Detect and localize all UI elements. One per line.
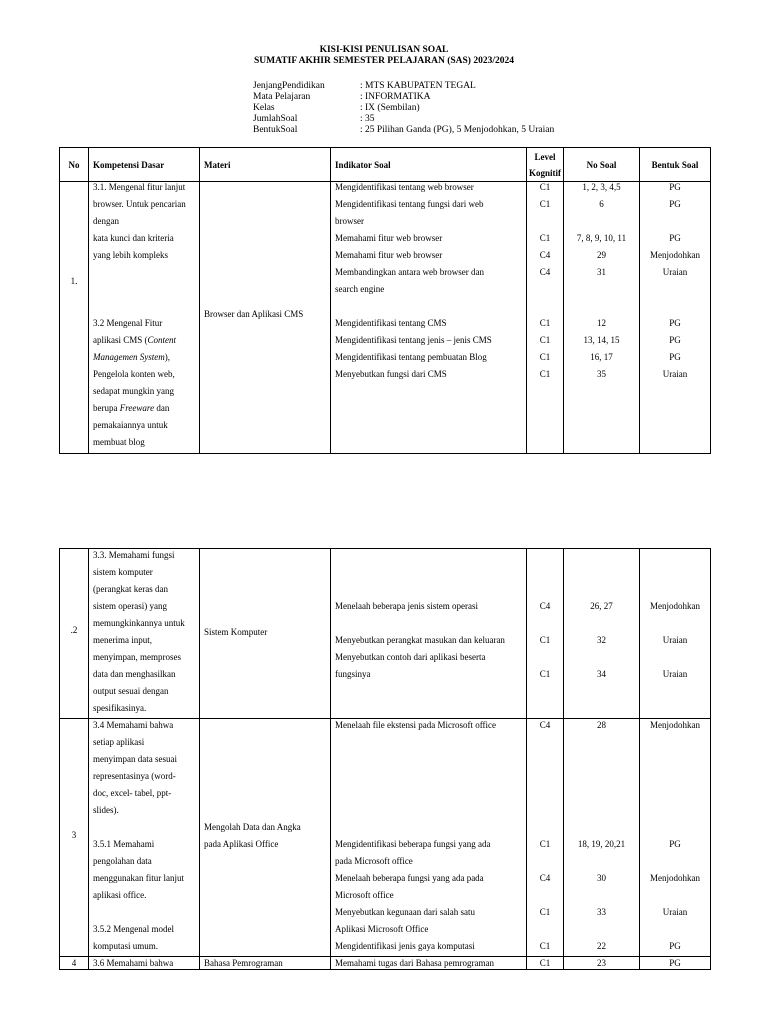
indikator-line: Memahami fitur web browser — [335, 233, 443, 243]
col-level-header-line2: Kognitif — [528, 167, 561, 178]
indikator-line: Microsoft office — [335, 890, 394, 900]
nosoal-value: 32 — [597, 635, 606, 645]
kisi-table-2 — [59, 548, 711, 970]
indikator-line: Menyebutkan perangkat masukan dan keluaran — [335, 635, 505, 645]
materi-cell — [200, 549, 331, 719]
nosoal-value: 23 — [597, 958, 606, 968]
level-value: C1 — [539, 839, 551, 849]
nosoal-value: 33 — [597, 907, 606, 917]
indikator-line: Mengidentifikasi beberapa fungsi yang ada — [335, 839, 491, 849]
materi-cell — [200, 719, 331, 957]
table-row — [60, 549, 711, 719]
bentuk-cell — [640, 182, 711, 454]
kd-line: berupa Freeware dan — [93, 403, 170, 413]
kd-cell — [89, 719, 200, 957]
indikator-line: Mengidentifikasi tentang CMS — [335, 318, 447, 328]
kd-line: sistem operasi) yang — [93, 601, 167, 611]
kd-line: 3.2 Mengenal Fitur — [93, 318, 163, 328]
kd-line: Pengelola konten web, — [93, 369, 175, 379]
indikator-line: Menyebutkan kegunaan dari salah satu — [335, 907, 475, 917]
level-cell — [527, 549, 564, 719]
col-level-header-line1: Level — [534, 151, 556, 162]
kd-cell — [89, 549, 200, 719]
level-value: C1 — [539, 958, 551, 968]
meta-label-mapel: Mata Pelajaran — [253, 92, 311, 102]
kd-line: yang lebih kompleks — [93, 250, 168, 260]
indikator-line: Menelaah beberapa jenis sistem operasi — [335, 601, 478, 611]
bentuk-value: Menjodohkan — [650, 601, 700, 611]
kd-line: menerima input, — [93, 635, 152, 645]
indikator-line: Menyebutkan fungsi dari CMS — [335, 369, 447, 379]
meta-value-kelas: : IX (Sembilan) — [360, 103, 420, 113]
nosoal-value: 31 — [597, 267, 606, 277]
level-value: C1 — [539, 635, 551, 645]
indikator-line: Mengidentifikasi tentang pembuatan Blog — [335, 352, 487, 362]
kd-line: menyimpan data sesuai — [93, 754, 177, 764]
bentuk-value: Uraian — [662, 635, 688, 645]
level-value: C1 — [539, 907, 551, 917]
col-bentuk-header: Bentuk Soal — [640, 148, 711, 182]
materi-text: Bahasa Pemrograman — [204, 958, 283, 968]
kd-line: menggunakan fitur lanjut — [93, 873, 184, 883]
nosoal-value: 6 — [599, 199, 604, 209]
nosoal-value: 13, 14, 15 — [583, 335, 620, 345]
nosoal-cell — [564, 957, 640, 970]
table-row — [60, 719, 711, 957]
bentuk-value: PG — [669, 839, 681, 849]
bentuk-value: Uraian — [662, 669, 688, 679]
nosoal-value: 34 — [597, 669, 606, 679]
col-nosoal-header: No Soal — [564, 148, 640, 182]
indikator-line: fungsinya — [335, 669, 371, 679]
meta-label-jumlah: JumlahSoal — [253, 114, 298, 124]
kd-line: 3.1. Mengenal fitur lanjut — [93, 182, 186, 192]
materi-cell — [200, 182, 331, 454]
kd-line: 3.5.2 Mengenal model — [93, 924, 174, 934]
kd-line: dengan — [93, 216, 119, 226]
document-subtitle: SUMATIF AKHIR SEMESTER PELAJARAN (SAS) 2023/2024 — [254, 56, 514, 66]
kd-line: spesifikasinya. — [93, 703, 147, 713]
kd-line: 3.5.1 Memahami — [93, 839, 155, 849]
row-number: 3 — [71, 830, 77, 840]
level-value: C1 — [539, 369, 551, 379]
col-materi-header: Materi — [200, 148, 331, 182]
bentuk-value: Uraian — [662, 267, 688, 277]
nosoal-value: 29 — [597, 250, 606, 260]
bentuk-cell — [640, 719, 711, 957]
nosoal-value: 16, 17 — [590, 352, 613, 362]
col-kd-header: Kompetensi Dasar — [89, 148, 200, 182]
bentuk-value: PG — [669, 233, 681, 243]
document-meta — [253, 81, 583, 136]
indikator-cell — [331, 957, 527, 970]
kd-line: komputasi umum. — [93, 941, 158, 951]
meta-value-mapel: : INFORMATIKA — [360, 92, 431, 102]
nosoal-value: 26, 27 — [590, 601, 613, 611]
nosoal-cell — [564, 182, 640, 454]
indikator-cell — [331, 182, 527, 454]
bentuk-value: Uraian — [662, 369, 688, 379]
kd-line: sistem komputer — [93, 567, 153, 577]
materi-text: Sistem Komputer — [204, 627, 268, 637]
meta-label-kelas: Kelas — [253, 103, 275, 113]
bentuk-value: Uraian — [662, 907, 688, 917]
indikator-cell — [331, 719, 527, 957]
level-value: C1 — [539, 199, 551, 209]
level-value: C1 — [539, 335, 551, 345]
kd-line: aplikasi office. — [93, 890, 147, 900]
kd-line: sedapat mungkin yang — [93, 386, 174, 396]
kd-cell — [89, 182, 200, 454]
kd-line: data dan menghasilkan — [93, 669, 176, 679]
kd-line: membuat blog — [93, 437, 145, 447]
kd-line: 3.3. Memahami fungsi — [93, 550, 175, 560]
row-number: 1. — [70, 276, 78, 286]
bentuk-value: PG — [669, 352, 681, 362]
nosoal-value: 35 — [597, 369, 606, 379]
kd-line: 3.4 Memahami bahwa — [93, 720, 174, 730]
meta-label-jenjang: JenjangPendidikan — [253, 81, 325, 91]
level-value: C1 — [539, 669, 551, 679]
materi-text: Mengolah Data dan Angka — [204, 822, 301, 832]
bentuk-cell — [640, 957, 711, 970]
materi-text: pada Aplikasi Office — [204, 839, 279, 849]
indikator-line: Menelaah beberapa fungsi yang ada pada — [335, 873, 484, 883]
col-no-header: No — [60, 148, 89, 182]
kd-line: output sesuai dengan — [93, 686, 169, 696]
col-level-header — [527, 148, 564, 182]
nosoal-value: 22 — [597, 941, 606, 951]
indikator-line: search engine — [335, 284, 385, 294]
level-cell — [527, 182, 564, 454]
row-number-cell — [60, 719, 89, 957]
indikator-line: Memahami tugas dari Bahasa pemrograman — [335, 958, 494, 968]
kd-line: 3.6 Memahami bahwa — [93, 958, 174, 968]
indikator-line: Mengidentifikasi tentang web browser — [335, 182, 474, 192]
nosoal-value: 28 — [597, 720, 606, 730]
materi-cell — [200, 957, 331, 970]
nosoal-cell — [564, 719, 640, 957]
row-number: .2 — [70, 625, 78, 635]
kd-line: menyimpan, memproses — [93, 652, 181, 662]
document-title: KISI-KISI PENULISAN SOAL — [319, 45, 449, 55]
indikator-line: Memahami fitur web browser — [335, 250, 443, 260]
row-number-cell — [60, 549, 89, 719]
table-header-row — [60, 148, 711, 182]
col-indikator-header: Indikator Soal — [331, 148, 527, 182]
level-value: C4 — [539, 250, 551, 260]
kd-line: pengolahan data — [93, 856, 152, 866]
level-value: C4 — [539, 873, 551, 883]
kd-line: pemakaiannya untuk — [93, 420, 168, 430]
bentuk-value: PG — [669, 335, 681, 345]
indikator-line: Mengidentifikasi tentang jenis – jenis CMS — [335, 335, 492, 345]
indikator-line: Menelaah file ekstensi pada Microsoft office — [335, 720, 497, 730]
meta-value-bentuk: : 25 Pilihan Ganda (PG), 5 Menjodohkan, 5 Uraian — [360, 125, 555, 135]
kd-line: Managemen System), — [93, 352, 170, 362]
level-value: C1 — [539, 182, 551, 192]
level-value: C1 — [539, 233, 551, 243]
level-cell — [527, 719, 564, 957]
indikator-line: Mengidentifikasi jenis gaya komputasi — [335, 941, 475, 951]
bentuk-value: PG — [669, 318, 681, 328]
kd-line: (perangkat keras dan — [93, 584, 168, 594]
kd-line: doc, excel- tabel, ppt- — [93, 788, 172, 798]
row-number: 4 — [71, 958, 77, 968]
indikator-line: browser — [335, 216, 364, 226]
nosoal-value: 1, 2, 3, 4,5 — [582, 182, 621, 192]
kisi-table-1 — [59, 147, 711, 454]
kd-line: setiap aplikasi — [93, 737, 145, 747]
kd-line: slides). — [93, 805, 119, 815]
bentuk-value: Menjodohkan — [650, 873, 700, 883]
bentuk-value: PG — [669, 958, 681, 968]
bentuk-value: Menjodohkan — [650, 720, 700, 730]
nosoal-value: 7, 8, 9, 10, 11 — [576, 233, 627, 243]
indikator-cell — [331, 549, 527, 719]
indikator-line: Aplikasi Microsoft Office — [335, 924, 429, 934]
indikator-line: Mengidentifikasi tentang fungsi dari web — [335, 199, 484, 209]
kd-line: representasinya (word- — [93, 771, 176, 781]
level-value: C1 — [539, 352, 551, 362]
level-value: C1 — [539, 941, 551, 951]
kd-line: browser. Untuk pencarian — [93, 199, 186, 209]
level-value: C4 — [539, 601, 551, 611]
nosoal-value: 12 — [597, 318, 606, 328]
level-value: C4 — [539, 720, 551, 730]
meta-value-jumlah: : 35 — [360, 114, 375, 124]
kd-line: memungkinkannya untuk — [93, 618, 185, 628]
row-number-cell — [60, 182, 89, 454]
meta-label-bentuk: BentukSoal — [253, 125, 298, 135]
row-number-cell — [60, 957, 89, 970]
indikator-line: Membandingkan antara web browser dan — [335, 267, 484, 277]
nosoal-value: 18, 19, 20,21 — [577, 839, 626, 849]
nosoal-value: 30 — [597, 873, 606, 883]
level-value: C1 — [539, 318, 551, 328]
bentuk-cell — [640, 549, 711, 719]
kd-line: kata kunci dan kriteria — [93, 233, 174, 243]
bentuk-value: PG — [669, 182, 681, 192]
bentuk-value: PG — [669, 199, 681, 209]
indikator-line: Menyebutkan contoh dari aplikasi beserta — [335, 652, 486, 662]
level-value: C4 — [539, 267, 551, 277]
materi-text: Browser dan Aplikasi CMS — [204, 309, 304, 319]
kd-line: aplikasi CMS (Content — [93, 335, 177, 345]
level-cell — [527, 957, 564, 970]
meta-value-jenjang: : MTS KABUPATEN TEGAL — [360, 81, 476, 91]
table-row — [60, 182, 711, 454]
kd-cell — [89, 957, 200, 970]
bentuk-value: PG — [669, 941, 681, 951]
indikator-line: pada Microsoft office — [335, 856, 413, 866]
table-row — [60, 957, 711, 970]
bentuk-value: Menjodohkan — [650, 250, 700, 260]
nosoal-cell — [564, 549, 640, 719]
